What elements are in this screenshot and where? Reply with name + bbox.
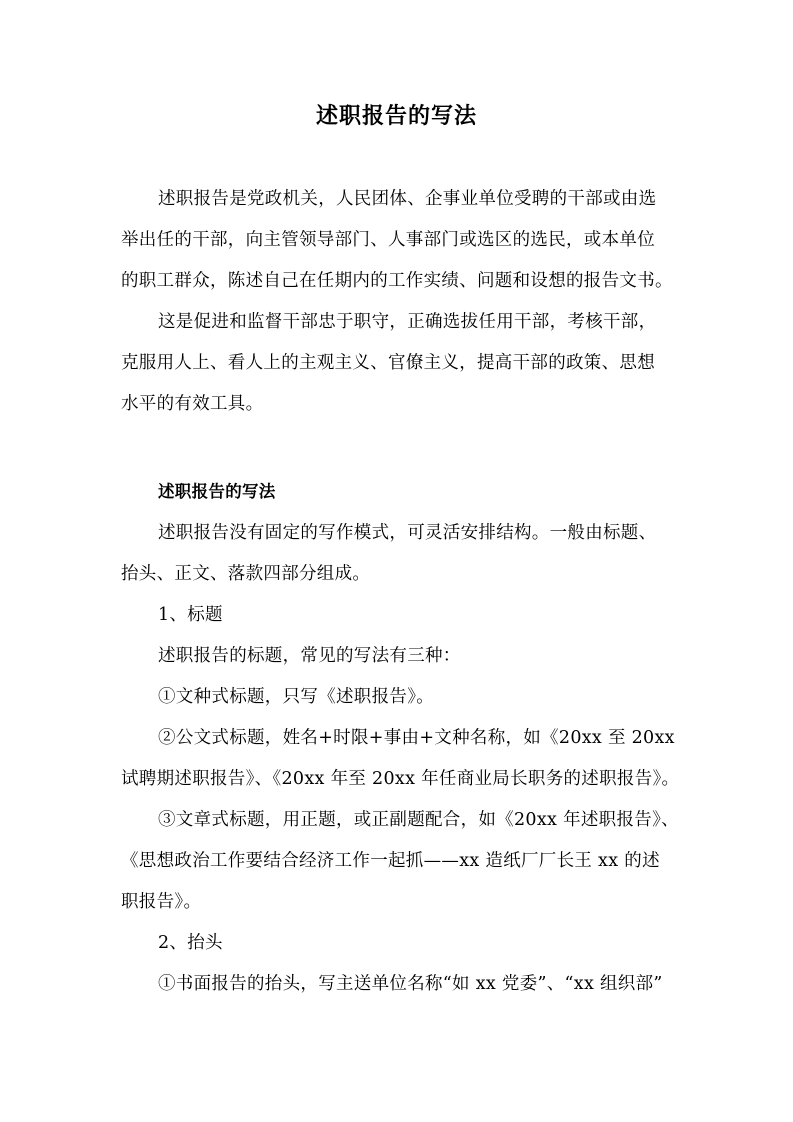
paragraph-line: 抬头、正文、落款四部分组成。: [121, 564, 371, 584]
list-item: ③文章式标题，用正题，或正副题配合，如《20xx 年述职报告》、: [158, 810, 679, 830]
paragraph-line: 述职报告没有固定的写作模式，可灵活安排结构。一般由标题、: [158, 523, 657, 543]
list-item: ②公文式标题，姓名+时限+事由+文种名称，如《20xx 至 20xx: [158, 728, 675, 748]
list-item-continued: 职报告》。: [121, 892, 202, 912]
paragraph-line: 克服用人上、看人上的主观主义、官僚主义，提高干部的政策、思想: [121, 353, 655, 373]
paragraph-line: 水平的有效工具。: [121, 394, 264, 414]
list-item: ①文种式标题，只写《述职报告》。: [158, 687, 435, 707]
paragraph-line: 的职工群众，陈述自己在任期内的工作实绩、问题和设想的报告文书。: [121, 271, 673, 291]
list-item: ①书面报告的抬头，写主送单位名称“如 xx 党委”、“xx 组织部”: [158, 974, 663, 994]
list-item-continued: 试聘期述职报告》、《20xx 年至 20xx 年任商业局长职务的述职报告》。: [121, 769, 680, 789]
subheading-header: 2、抬头: [158, 933, 223, 953]
document-title: 述职报告的写法: [315, 104, 477, 129]
list-item-continued: 《思想政治工作要结合经济工作一起抓——xx 造纸厂厂长王 xx 的述: [121, 851, 660, 871]
paragraph-line: 这是促进和监督干部忠于职守，正确选拔任用干部，考核干部，: [158, 312, 657, 332]
subheading-title: 1、标题: [158, 605, 223, 625]
section-heading: 述职报告的写法: [158, 482, 276, 501]
paragraph-line: 述职报告是党政机关，人民团体、企事业单位受聘的干部或由选: [158, 189, 657, 209]
paragraph-line: 举出任的干部，向主管领导部门、人事部门或选区的选民，或本单位: [121, 230, 655, 250]
paragraph-line: 述职报告的标题，常见的写法有三种：: [158, 646, 461, 666]
